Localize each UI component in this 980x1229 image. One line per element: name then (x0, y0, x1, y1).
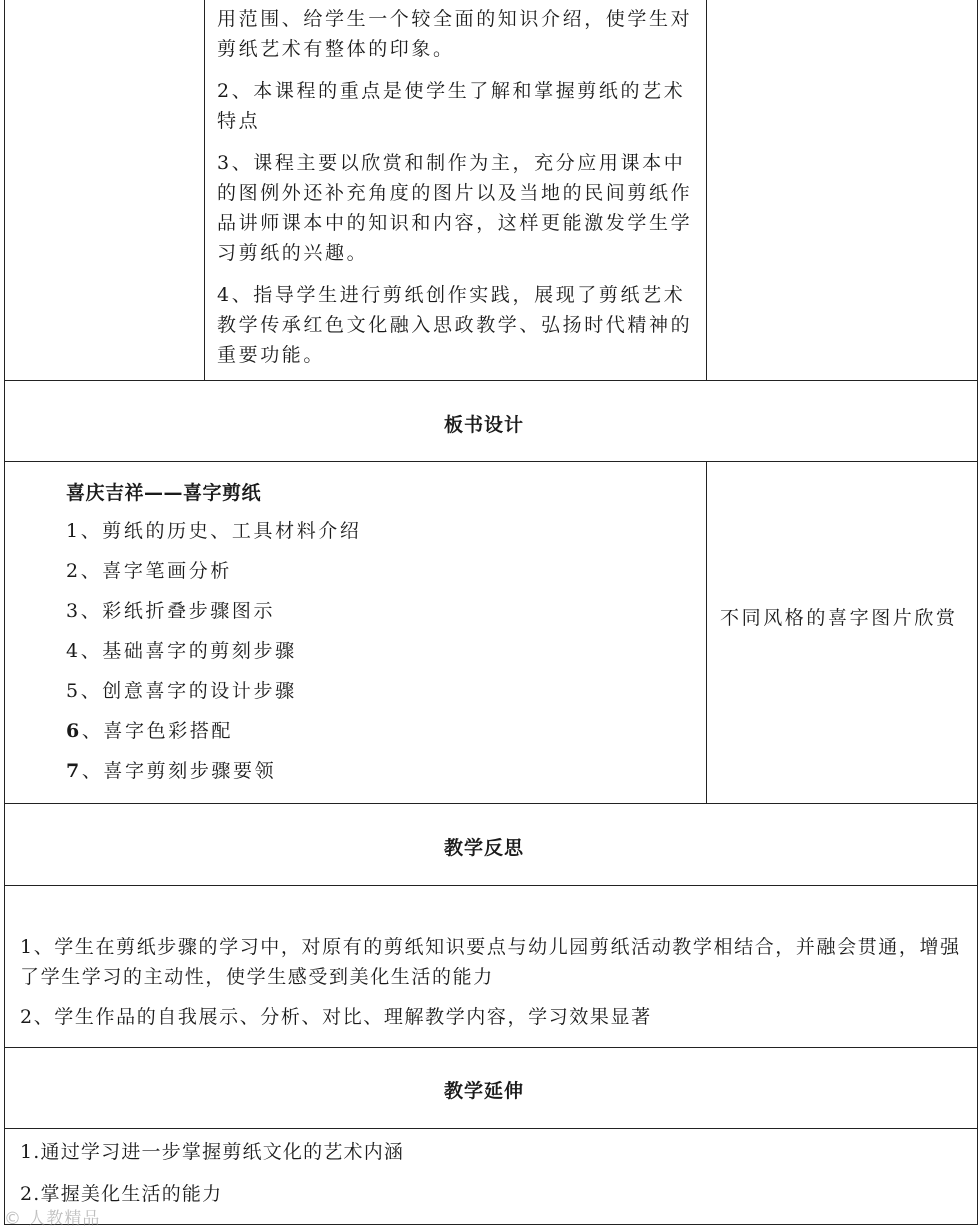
board-title: 喜庆吉祥——喜字剪纸 (66, 482, 262, 504)
paragraph-method: 3、课程主要以欣赏和制作为主，充分应用课本中的图例外还补充角度的图片以及当地的民间剪纸作品讲师课本中的知识和内容，这样更能激发学生学习剪纸的兴趣。 (217, 152, 693, 264)
row-divider (4, 885, 978, 886)
row-divider (4, 1128, 978, 1129)
list-item (66, 556, 686, 586)
list-item-text: 、基础喜字的剪刻步骤 (80, 640, 297, 662)
row-divider (4, 1047, 978, 1048)
watermark-logo-icon: © (4, 1209, 22, 1229)
list-item-number: 4 (66, 640, 81, 662)
row-divider (4, 461, 978, 462)
list-item-text: 、喜字笔画分析 (80, 560, 232, 582)
list-item-text: 、喜字剪刻步骤要领 (81, 760, 277, 782)
extension-line: 2.掌握美化生活的能力 (20, 1183, 223, 1205)
list-item-number: 1 (66, 520, 81, 542)
list-item-text: 、创意喜字的设计步骤 (80, 680, 297, 702)
row-divider (4, 380, 978, 381)
list-item (66, 596, 686, 626)
list-item (66, 516, 686, 546)
reflection-line: 2、学生作品的自我展示、分析、对比、理解教学内容，学习效果显著 (20, 1006, 652, 1028)
list-item-number: 7 (66, 760, 82, 782)
watermark-text: 人教精品 (28, 1209, 101, 1229)
board-item-list (66, 516, 686, 786)
list-item-number: 6 (66, 720, 82, 742)
list-item-number: 3 (66, 600, 81, 622)
extension-heading: 教学延伸 (444, 1080, 525, 1102)
board-design-heading: 板书设计 (444, 414, 525, 436)
reflection-body (20, 932, 970, 1032)
top-col-divider-left (204, 0, 205, 380)
extension-line: 1.通过学习进一步掌握剪纸文化的艺术内涵 (20, 1141, 405, 1163)
list-item-number: 2 (66, 560, 81, 582)
list-item (66, 716, 686, 746)
list-item (66, 676, 686, 706)
paragraph-key-point: 2、本课程的重点是使学生了解和掌握剪纸的艺术特点 (217, 80, 686, 132)
list-item-number: 5 (66, 680, 81, 702)
paragraph-practice: 4、指导学生进行剪纸创作实践，展现了剪纸艺术教学传承红色文化融入思政教学、弘扬时代精神的重要功能。 (217, 284, 693, 366)
list-item (66, 756, 686, 786)
board-side-note: 不同风格的喜字图片欣赏 (720, 607, 958, 629)
reflection-heading: 教学反思 (444, 837, 525, 859)
top-section-content (217, 4, 699, 370)
top-col-divider-right (706, 0, 707, 380)
list-item (66, 636, 686, 666)
list-item-text: 、剪纸的历史、工具材料介绍 (80, 520, 362, 542)
board-col-divider (706, 461, 707, 803)
watermark (4, 1204, 100, 1229)
paragraph-intro: 用范围、给学生一个较全面的知识介绍，使学生对剪纸艺术有整体的印象。 (217, 8, 693, 60)
list-item-text: 、彩纸折叠步骤图示 (80, 600, 276, 622)
reflection-line: 1、学生在剪纸步骤的学习中，对原有的剪纸知识要点与幼儿园剪纸活动教学相结合，并融会贯通，增强了学生学习的主动性，使学生感受到美化生活的能力 (20, 936, 961, 988)
row-divider (4, 803, 978, 804)
extension-body (20, 1137, 970, 1209)
list-item-text: 、喜字色彩搭配 (81, 720, 234, 742)
